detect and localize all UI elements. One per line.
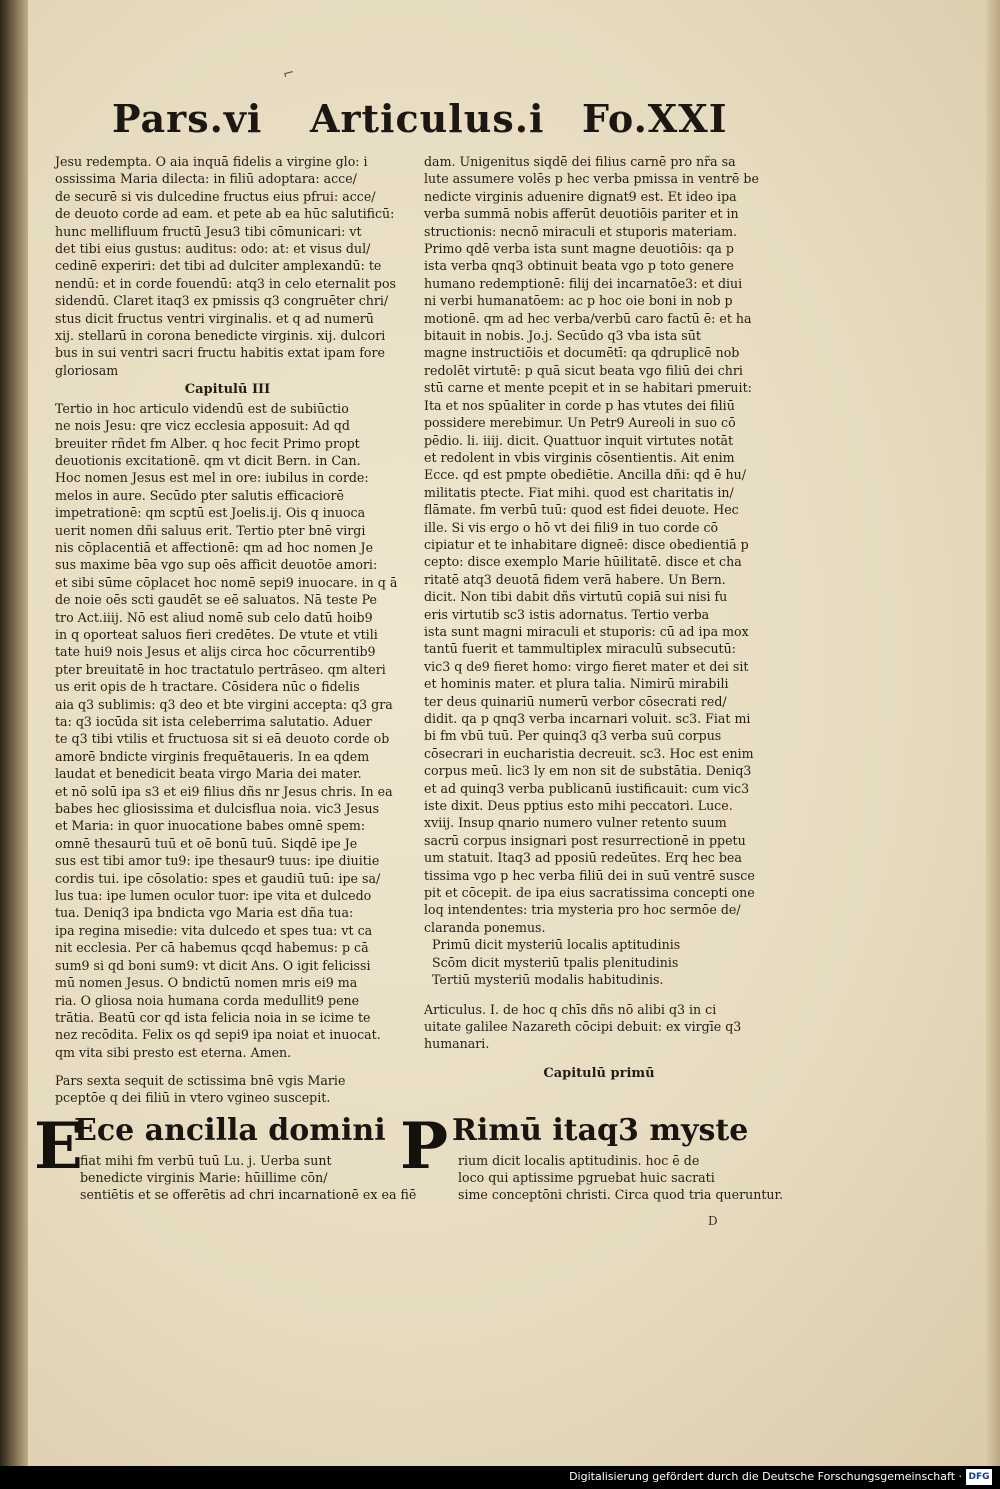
text-line: sum9 si qd boni sum9: vt dicit Ans. O igit felicissi	[55, 957, 371, 973]
text-line: et nō solū ipa s3 et ei9 filius dñs nr Jesus chris. In ea	[55, 783, 393, 799]
left-column	[55, 153, 400, 1061]
signature-mark: D	[708, 1214, 718, 1228]
text-line: Pars sexta sequit de sctissima bnē vgis Marie	[55, 1073, 346, 1088]
text-line: uitate galilee Nazareth cōcipi debuit: ex virgīe q3	[424, 1018, 742, 1034]
text-line: impetrationē: qm scptū est Joelis.ij. Ois q inuoca	[55, 505, 366, 521]
text-line: qm vita sibi presto est eterna. Amen.	[55, 1044, 292, 1060]
text-line: laudat et benedicit beata virgo Maria dei mater.	[55, 766, 362, 782]
text-line: nedicte virginis aduenire dignat9 est. Et ideo ipa	[424, 188, 737, 204]
text-line: nez recōdita. Felix os qd sepi9 ipa noiat et inuocat.	[55, 1027, 381, 1043]
text-line: te q3 tibi vtilis et fructuosa sit si eā deuoto corde ob	[55, 731, 390, 747]
left-column-chapter-text	[55, 400, 400, 1061]
text-line: Tertio in hoc articulo videndū est de subiūctio	[55, 400, 349, 416]
text-line: det tibi eius gustus: auditus: odo: at: et visus dul/	[55, 241, 371, 257]
text-line: nit ecclesia. Per cā habemus qcqd habemus: p cā	[55, 940, 369, 956]
text-line: rium dicit localis aptitudinis. hoc ē de	[458, 1153, 700, 1168]
spacer	[424, 989, 774, 1001]
text-line: structionis: necnō miraculi et stuporis materiam.	[424, 223, 738, 239]
text-line: amorē bndicte virginis frequētaueris. In ea qdem	[55, 748, 370, 764]
text-line: aia q3 sublimis: q3 deo et bte virgini accepta: q3 gra	[55, 696, 393, 712]
text-line: Articulus. I. de hoc q chīs dñs nō alibi q3 in ci	[424, 1001, 717, 1017]
text-line: bi fm vbū tuū. Per quinq3 q3 verba suū corpus	[424, 728, 722, 744]
text-line: ta: q3 iocūda sit ista celeberrima salutatio. Aduer	[55, 714, 372, 729]
text-line: flāmate. fm verbū tuū: quod est fidei deuote. Hec	[424, 502, 739, 518]
text-line: bitauit in nobis. Jo.j. Secūdo q3 vba ista sūt	[424, 328, 701, 344]
text-line: tissima vgo p hec verba filiū dei in suū ventrē susce	[424, 867, 755, 883]
text-line: babes hec gliosissima et dulcisflua noia. vic3 Jesus	[55, 801, 380, 817]
text-line: eris virtutib sc3 istis adornatus. Tertio verba	[424, 606, 710, 622]
text-line: humano redemptionē: filij dei incarnatōe3: et diui	[424, 275, 743, 291]
text-line: xij. stellarū in corona benedicte virginis. xij. dulcori	[55, 328, 386, 344]
text-line: trātia. Beatū cor qd ista felicia noia in se icime te	[55, 1009, 371, 1025]
text-line: ossissima Maria dilecta: in filiū adoptara: acce/	[55, 171, 357, 187]
text-line: nendū: et in corde fouendū: atq3 in celo eternalit pos	[55, 275, 397, 291]
text-line: Ecce. qd est pmpte obediētie. Ancilla dñi: qd ē hu/	[424, 467, 746, 483]
incipit-right-text: Rimū itaq3 myste	[452, 1113, 749, 1148]
text-line: benedicte virginis Marie: hūillime cōn/	[80, 1170, 328, 1185]
text-line: lute assumere volēs p hec verba pmissa in ventrē be	[424, 171, 759, 187]
text-line: omnē thesaurū tuū et oē bonū tuū. Siqdē ipe Je	[55, 835, 358, 851]
left-column-top-text	[55, 153, 400, 379]
text-line: vic3 q de9 fieret homo: virgo fieret mater et dei sit	[424, 658, 749, 674]
book-gutter	[0, 0, 28, 1466]
footer-bar	[0, 1466, 1000, 1489]
text-line: de securē si vis dulcedine fructus eius pfrui: acce/	[55, 188, 376, 204]
incipit-left	[40, 1113, 386, 1148]
text-line: uerit nomen dñi saluus erit. Tertio pter bnē virgi	[55, 522, 366, 538]
incipit-right	[402, 1113, 748, 1148]
ink-mark: ⌐	[281, 64, 297, 84]
text-line: Ita et nos spūaliter in corde p has vtutes dei filiū	[424, 397, 735, 413]
text-line: et ad quinq3 verba publicanū iustificauit: cum vic3	[424, 780, 750, 796]
text-line: motionē. qm ad hec verba/verbū caro factū ē: et ha	[424, 310, 752, 326]
text-line: in q oporteat saluos fieri credētes. De vtute et vtili	[55, 626, 378, 642]
right-column	[424, 153, 774, 1083]
text-line: verba summā nobis afferūt deuotiōis pariter et in	[424, 206, 739, 222]
text-line: sacrū corpus insignari post resurrectionē in ppetu	[424, 832, 746, 848]
page-edge	[986, 0, 1000, 1466]
text-line: cipiatur et te inhabitare digneē: disce obedientiā p	[424, 536, 749, 552]
text-line: sus maxime bēa vgo sup oēs afficit deuotōe amori:	[55, 557, 378, 573]
header-articulus: Articulus.i	[310, 96, 545, 141]
text-line: iste dixit. Deus pptius esto mihi peccatori. Luce.	[424, 798, 733, 814]
text-line: sime conceptōni christi. Circa quod tria queruntur.	[458, 1187, 784, 1202]
text-line: humanari.	[424, 1036, 490, 1052]
mysteries-list	[424, 936, 774, 988]
text-line: ni verbi humanatōem: ac p hoc oie boni in nob p	[424, 293, 733, 309]
spacer	[424, 1053, 774, 1063]
text-line: corpus meū. lic3 ly em non sit de substātia. Deniq3	[424, 763, 752, 779]
text-line: pceptōe q dei filiū in vtero vgineo suscepit.	[55, 1090, 331, 1105]
text-line: cordis tui. ipe cōsolatio: spes et gaudiū tuū: ipe sa/	[55, 870, 381, 886]
text-line: et sibi sūme cōplacet hoc nomē sepi9 inuocare. in q ā	[55, 574, 398, 590]
text-line: possidere merebimur. Un Petr9 Aureoli in suo cō	[424, 415, 736, 431]
text-line: us erit opis de h tractare. Cōsidera nūc o fidelis	[55, 679, 360, 695]
text-line: dam. Unigenitus siqdē dei filius carnē pro nr̃a sa	[424, 154, 736, 169]
footer-credit: Digitalisierung gefördert durch die Deutsche Forschungsgemeinschaft ·	[569, 1470, 962, 1483]
initial-letter-e: E	[34, 1109, 83, 1184]
text-line: claranda ponemus.	[424, 919, 546, 935]
text-line: ista sunt magni miraculi et stuporis: cū ad ipa mox	[424, 623, 749, 639]
text-line: pēdio. li. iiij. dicit. Quattuor inquit virtutes notāt	[424, 432, 734, 448]
text-line: ille. Si vis ergo o hō vt dei fili9 in tuo corde cō	[424, 519, 719, 535]
incipit-left-continuation	[80, 1152, 416, 1203]
text-line: tro Act.iiij. Nō est aliud nomē sub celo datū hoib9	[55, 609, 373, 625]
right-column-text	[424, 153, 774, 936]
text-line: et hominis mater. et plura talia. Nimirū mirabili	[424, 676, 729, 692]
text-line: um statuit. Itaq3 ad pposiū redeūtes. Erq hec bea	[424, 850, 742, 866]
chapter-heading-left: Capitulū III	[184, 382, 271, 398]
text-line: mū nomen Jesus. O bndictū nomen mris ei9 ma	[55, 975, 358, 991]
running-header	[112, 96, 732, 152]
text-line: sus est tibi amor tu9: ipe thesaur9 tuus: ipe diuitie	[55, 853, 380, 869]
header-folio: Fo.XXI	[582, 96, 728, 141]
text-line: sentiētis et se offerētis ad chri incarnationē ex ea fiē	[80, 1187, 417, 1202]
text-line: sidendū. Claret itaq3 ex pmissis q3 congruēter chri/	[55, 293, 389, 309]
text-line: de deuoto corde ad eam. et pete ab ea hūc salutificū:	[55, 206, 395, 222]
pars-intro	[55, 1072, 405, 1106]
header-pars: Pars.vi	[112, 96, 263, 141]
incipit-left-text: Ece ancilla domini	[74, 1113, 386, 1148]
text-line: magne instructiōis et documētī: qa qdruplicē nob	[424, 345, 740, 361]
text-line: ipa regina misedie: vita dulcedo et spes tua: vt ca	[55, 922, 373, 938]
text-line: ne nois Jesu: qre vicz ecclesia apposuit: Ad qd	[55, 418, 350, 434]
text-line: stus dicit fructus ventri virginalis. et q ad numerū	[55, 310, 374, 326]
text-line: pit et cōcepit. de ipa eius sacratissima concepti one	[424, 885, 755, 901]
text-line: didit. qa p qnq3 verba incarnari voluit. sc3. Fiat mi	[424, 711, 751, 726]
dfg-logo: DFG	[966, 1469, 992, 1485]
text-line: cepto: disce exemplo Marie hūilitatē. disce et cha	[424, 554, 742, 570]
text-line: cōsecrari in eucharistia decreuit. sc3. Hoc est enim	[424, 745, 754, 761]
text-line: lus tua: ipe lumen oculor tuor: ipe vita et dulcedo	[55, 888, 372, 904]
text-line: stū carne et mente pcepit et in se habitari pmeruit:	[424, 380, 752, 396]
text-line: ter deus quinariū numerū verbor cōsecrati red/	[424, 693, 727, 709]
text-line: militatis ptecte. Fiat mihi. quod est charitatis in/	[424, 484, 734, 500]
text-line: ista verba qnq3 obtinuit beata vgo p toto genere	[424, 258, 734, 274]
text-line: Hoc nomen Jesus est mel in ore: iubilus in corde:	[55, 470, 369, 486]
text-line: dicit. Non tibi dabit dñs virtutū copiā sui nisi fu	[424, 589, 728, 605]
text-line: xviij. Insup qnario numero vulner retento suum	[424, 815, 727, 831]
text-line: et Maria: in quor inuocatione babes omnē spem:	[55, 818, 366, 834]
text-line: gloriosam	[55, 362, 119, 378]
text-line: de noie oēs scti gaudēt se eē saluatos. Nā teste Pe	[55, 592, 378, 608]
text-line: Primo qdē verba ista sunt magne deuotiōis: qa p	[424, 241, 734, 257]
mystery-line: Primū dicit mysteriū localis aptitudinis	[432, 937, 681, 953]
text-line: bus in sui ventri sacri fructu habitis extat ipam fore	[55, 345, 385, 361]
text-line: nis cōplacentiā et affectionē: qm ad hoc nomen Je	[55, 539, 374, 555]
text-line: redolēt virtutē: p quā sicut beata vgo filiū dei chri	[424, 362, 743, 378]
mystery-line: Tertiū mysteriū modalis habitudinis.	[432, 972, 664, 988]
text-line: melos in aure. Secūdo pter salutis efficaciorē	[55, 487, 344, 503]
text-line: ria. O gliosa noia humana corda medullit9 pene	[55, 992, 360, 1008]
text-line: pter breuitatē in hoc tractatulo pertrāseo. qm alteri	[55, 661, 386, 677]
text-line: loq intendentes: tria mysteria pro hoc sermōe de/	[424, 902, 741, 918]
text-line: tua. Deniq3 ipa bndicta vgo Maria est dña tua:	[55, 905, 354, 921]
text-line: deuotionis excitationē. qm vt dicit Bern. in Can.	[55, 452, 361, 468]
text-line: tantū fuerit et tammultiplex miraculū subsecutū:	[424, 641, 736, 657]
incipit-right-continuation	[458, 1152, 783, 1203]
text-line: hunc mellifluum fructū Jesu3 tibi cōmunicari: vt	[55, 223, 362, 239]
text-line: tate hui9 nois Jesus et alijs circa hoc cōcurrentib9	[55, 644, 376, 660]
text-line: ritatē atq3 deuotā fidem verā habere. Un Bern.	[424, 571, 726, 587]
mystery-line: Scōm dicit mysteriū tpalis plenitudinis	[432, 954, 679, 970]
text-line: loco qui aptissime pgruebat huic sacrati	[458, 1170, 715, 1185]
articulus-intro	[424, 1001, 774, 1053]
text-line: breuiter rñdet fm Alber. q hoc fecit Primo propt	[55, 435, 360, 451]
initial-letter-p: P	[400, 1109, 449, 1184]
text-line: Jesu redempta. O aia inquā fidelis a virgine glo: i	[55, 154, 368, 169]
text-line: cedinē experiri: det tibi ad dulciter amplexandū: te	[55, 258, 382, 274]
text-line: fiat mihi fm verbū tuū Lu. j. Uerba sunt	[80, 1153, 332, 1168]
text-line: et redolent in vbis virginis cōsentientis. Ait enim	[424, 449, 735, 465]
chapter-heading-right: Capitulū primū	[543, 1065, 655, 1081]
